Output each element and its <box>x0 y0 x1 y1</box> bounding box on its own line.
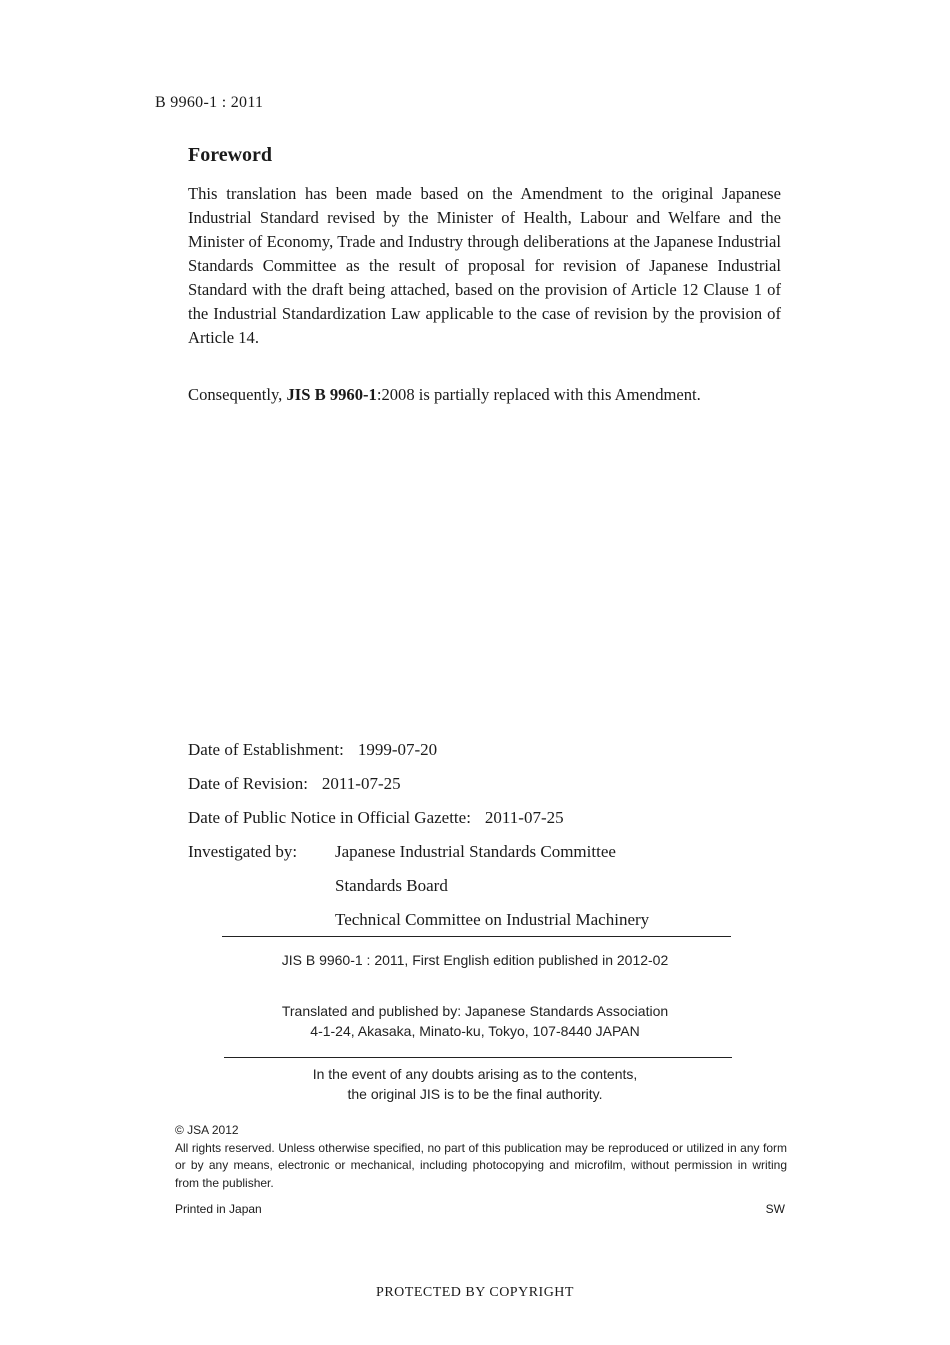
printed-in: Printed in Japan <box>175 1202 262 1216</box>
notice-value: 2011-07-25 <box>484 808 564 827</box>
foreword-paragraph-1: This translation has been made based on the Amendment to the original Japanese Industrial Standard revised by the Minister of Health, Labour and Welfare and the Minister of Economy, Trade and Industry through deliberations at the Japanese Industrial Standards Committee as the result of proposal for revision of Japanese Industrial Standard with the draft being attached, based on the provision of Article 12 Clause 1 of the Industrial Standardization Law applicable to the case of revision by the provision of Article 14. <box>188 184 781 347</box>
investigated-label: Investigated by: <box>188 842 298 861</box>
notice-row <box>188 808 564 828</box>
revision-row <box>188 774 401 794</box>
page-header-code: B 9960-1 : 2011 <box>155 94 264 111</box>
publisher-address: 4-1-24, Akasaka, Minato-ku, Tokyo, 107-8440 JAPAN <box>310 1023 640 1039</box>
foreword-paragraph-2 <box>188 383 781 407</box>
standard-reference: JIS B 9960-1 <box>286 385 377 404</box>
sw-code: SW <box>765 1202 785 1216</box>
paragraph-2-suffix: :2008 is partially replaced with this Amendment. <box>376 385 701 404</box>
establishment-row <box>188 740 437 760</box>
paragraph-2-prefix: Consequently, <box>188 385 287 404</box>
investigated-line: Technical Committee on Industrial Machinery <box>335 910 650 929</box>
establishment-value: 1999-07-20 <box>357 740 438 759</box>
rights-statement: All rights reserved. Unless otherwise specified, no part of this publication may be reproduced or utilized in any form or by any means, electronic or mechanical, including photocopying and microfilm, without permission in writing from the publisher. <box>175 1140 787 1190</box>
divider-top <box>222 936 731 937</box>
notice-label: Date of Public Notice in Official Gazette: <box>188 808 471 827</box>
revision-value: 2011-07-25 <box>321 774 401 793</box>
publisher-line: Translated and published by: Japanese Standards Association <box>281 1003 669 1019</box>
authority-line-2: the original JIS is to be the final authority. <box>347 1086 603 1102</box>
copyright-notice: © JSA 2012 <box>175 1123 239 1137</box>
establishment-label: Date of Establishment: <box>188 740 344 759</box>
authority-line-1: In the event of any doubts arising as to the contents, <box>312 1066 638 1082</box>
investigated-line: Standards Board <box>335 876 448 895</box>
edition-line: JIS B 9960-1 : 2011, First English edition published in 2012-02 <box>281 952 669 968</box>
investigated-line: Japanese Industrial Standards Committee <box>335 842 616 861</box>
foreword-title: Foreword <box>188 144 273 166</box>
divider-bottom <box>224 1057 732 1058</box>
revision-label: Date of Revision: <box>188 774 308 793</box>
copyright-footer: PROTECTED BY COPYRIGHT <box>376 1285 574 1300</box>
copyright-block <box>175 1122 787 1192</box>
